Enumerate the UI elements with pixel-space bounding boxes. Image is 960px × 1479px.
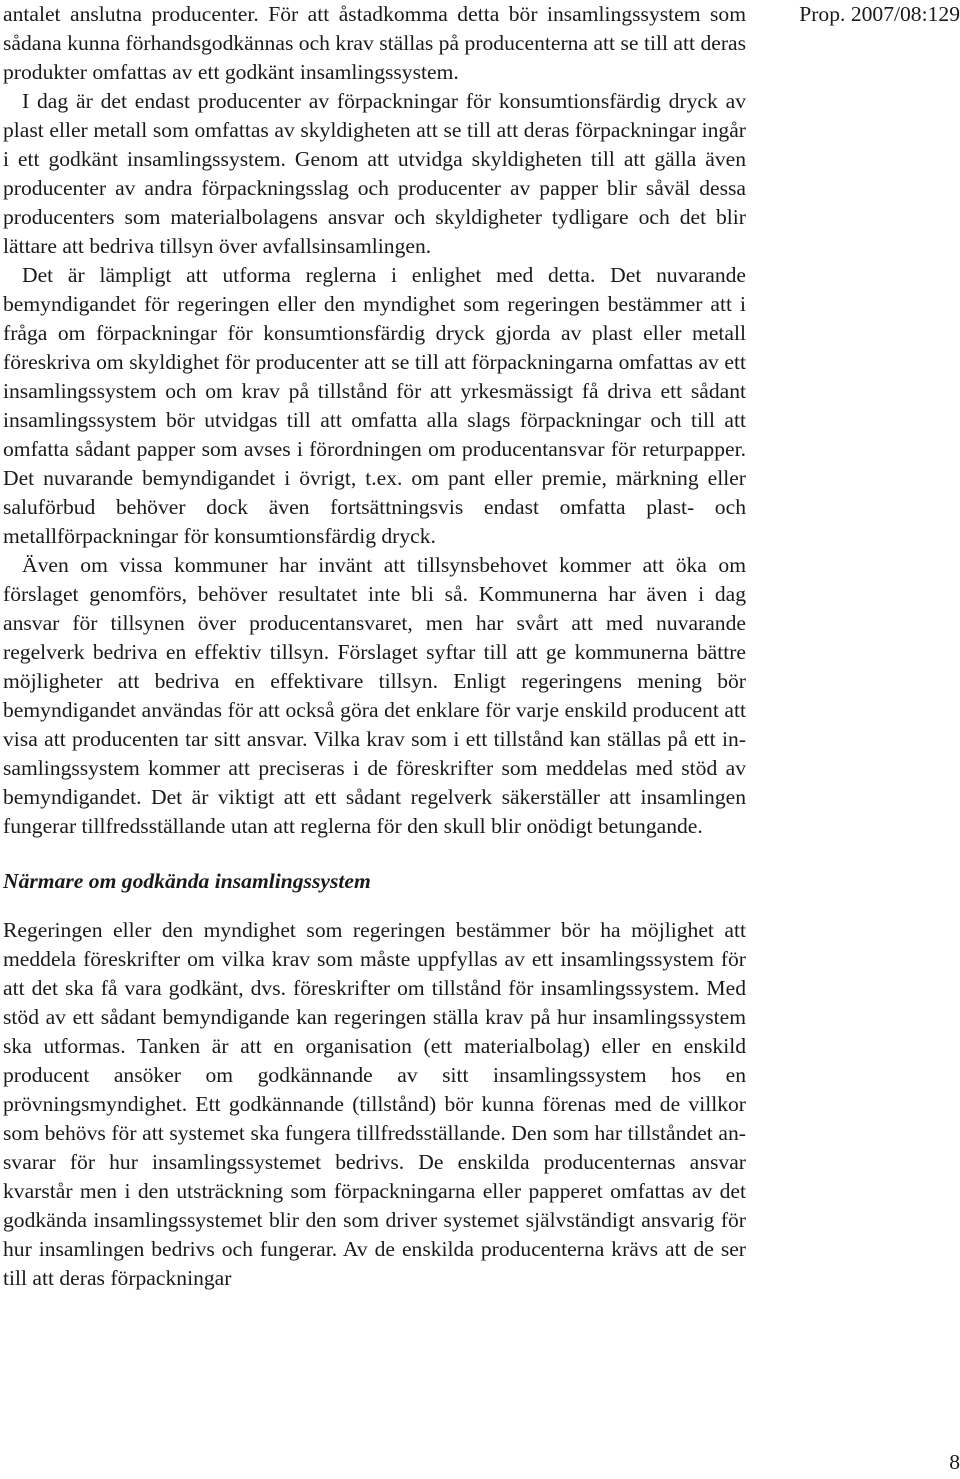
main-text-column xyxy=(3,0,746,1293)
page-number: 8 xyxy=(949,1450,960,1474)
paragraph-approved-systems: Regeringen eller den myndighet som regeringen bestämmer bör ha möjlighet att meddela föreskrifter om vilka krav som måste uppfyllas av ett insamlingssystem för att det ska få vara godkänt, dvs. föreskrifter om tillstånd för insamlingssystem. Med stöd av ett sådant bemyndigande kan regeringen ställa krav på hur insamlingssystem ska utformas. Tanken är att en organisation (ett materialbolag) eller en enskild producent ansöker om godkännande av sitt insamlingssystem hos en prövningsmyndighet. Ett godkännande (tillstånd) bör kunna förenas med de villkor som behövs för att systemet ska fungera tillfredsställande. Den som har tillståndet ansvarar för hur insamlingssystemet bedrivs. De enskilda producenternas ansvar kvarstår men i den utsträckning som förpackningarna eller papperet omfattas av det godkända insamlingssystemet blir den som driver systemet självständigt ansvarig för hur insamlingen bedrivs och fungerar. Av de enskilda producenterna krävs att de ser till att deras förpackningar xyxy=(3,918,746,1290)
paragraph-authorization: Det är lämpligt att utforma reglerna i enlighet med detta. Det nuvarande bemyndigandet för regeringen eller den myndighet som regeringen bestämmer att i fråga om förpackningar för konsumtionsfärdig dryck gjorda av plast eller metall föreskriva om skyldighet för producenter att se till att förpackningarna omfattas av ett insamlingssystem och om krav på tillstånd för att yrkesmässigt få driva ett sådant insamlingssystem bör utvidgas till att omfatta alla slags förpackningar och till att omfatta sådant papper som avses i förordningen om producentansvar för returpapper. Det nuvarande bemyndigandet i övrigt, t.ex. om pant eller premie, märkning eller saluförbud behöver dock även fortsättningsvis endast omfatta plast- och metallförpackningar för konsumtionsfärdig dryck. xyxy=(3,263,746,548)
section-heading: Närmare om godkända insamlingssystem xyxy=(3,869,371,893)
paragraph-municipal-supervision: Även om vissa kommuner har invänt att tillsynsbehovet kommer att öka om förslaget genomförs, behöver resultatet inte bli så. Kommunerna har även i dag ansvar för tillsynen över producentansvaret, men har svårt att med nuvarande regelverk bedriva en effektiv tillsyn. Förslaget syftar till att ge kommunerna bättre möjligheter att bedriva en effektivare tillsyn. Enligt regeringens mening bör bemyndigandet användas för att också göra det enklare för varje enskild producent att visa att producenten tar sitt ansvar. Vilka krav som i ett tillstånd kan ställas på ett insamlingssystem kommer att preciseras i de föreskrifter som meddelas med stöd av bemyndigandet. Det är viktigt att ett sådant regelverk säkerställer att insamlingen fungerar tillfredsställande utan att reglerna för den skull blir onödigt betungande. xyxy=(3,553,746,838)
paragraph-continuation: antalet anslutna producenter. För att åstadkomma detta bör insamlingssystem som sådana kunna förhandsgodkännas och krav ställas på producenterna att se till att deras produkter omfattas av ett godkänt insamlingssystem. xyxy=(3,2,746,84)
paragraph-drink-packaging: I dag är det endast producenter av förpackningar för konsumtionsfärdig dryck av plast eller metall som omfattas av skyldigheten att se till att deras förpackningar ingår i ett godkänt insamlingssystem. Genom att utvidga skyldigheten till att gälla även producenter av andra förpackningsslag och producenter av papper blir såväl dessa producenters som materialbolagens ansvar och skyldigheter tydligare och det blir lättare att bedriva tillsyn över avfallsinsamlingen. xyxy=(3,89,746,258)
running-header-reference: Prop. 2007/08:129 xyxy=(799,2,960,26)
